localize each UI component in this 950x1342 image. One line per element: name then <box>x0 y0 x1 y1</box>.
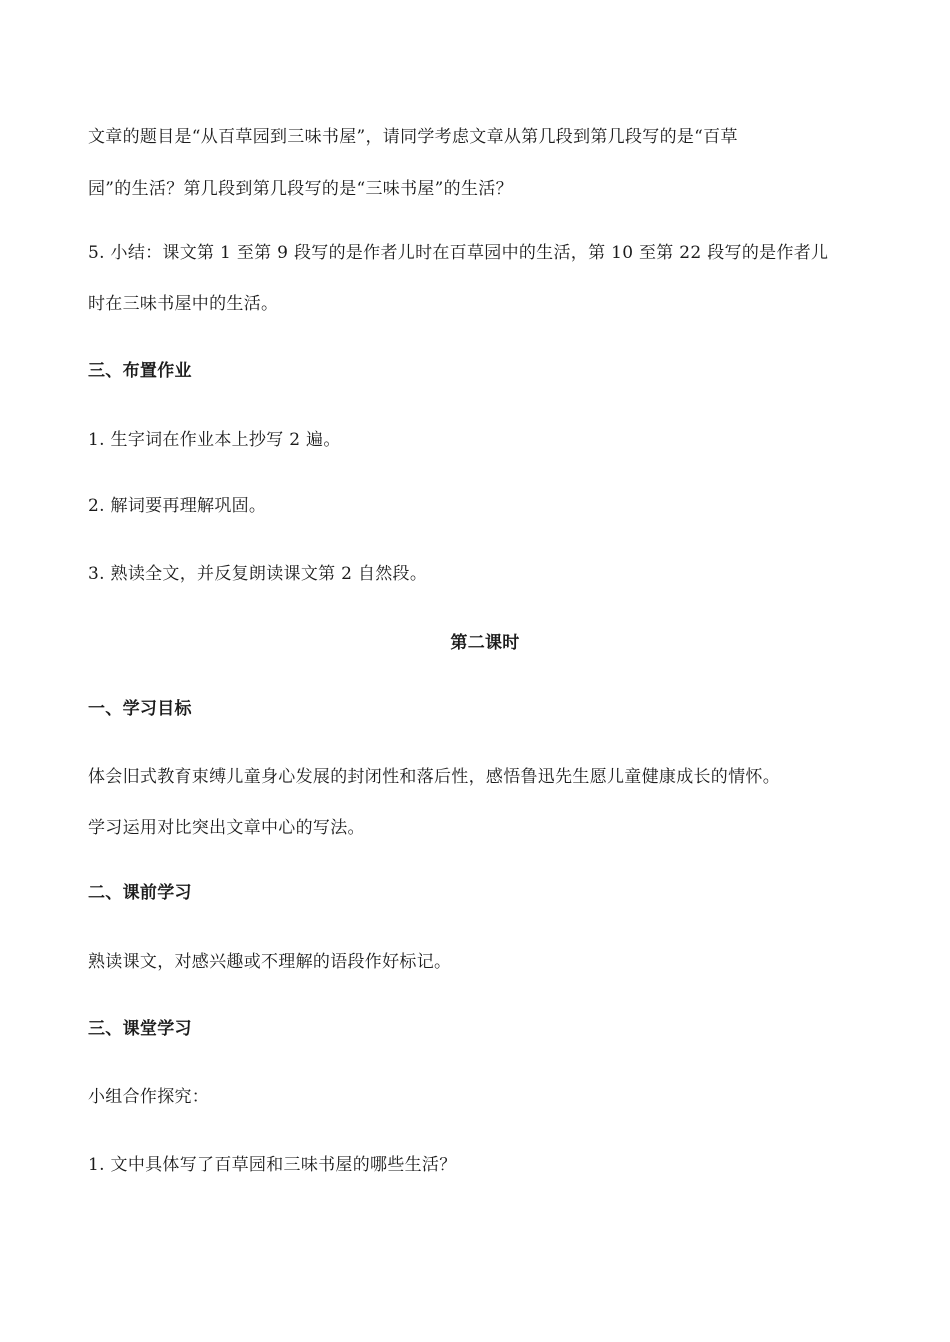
question-1: 1. 文中具体写了百草园和三味书屋的哪些生活？ <box>88 1155 457 1175</box>
paragraph-question-line-2: 园”的生活？第几段到第几段写的是“三味书屋”的生活？ <box>88 179 513 199</box>
lesson-title: 第二课时 <box>450 633 520 653</box>
prestudy-text: 熟读课文，对感兴趣或不理解的语段作好标记。 <box>88 952 452 972</box>
homework-item-2: 2. 解词要再理解巩固。 <box>88 496 267 516</box>
goals-line-1: 体会旧式教育束缚儿童身心发展的封闭性和落后性，感悟鲁迅先生愿儿童健康成长的情怀。 <box>88 767 780 787</box>
group-inquiry-label: 小组合作探究： <box>88 1087 210 1107</box>
section-heading-goals: 一、学习目标 <box>88 699 192 719</box>
goals-line-2: 学习运用对比突出文章中心的写法。 <box>88 818 365 838</box>
section-heading-classroom: 三、课堂学习 <box>88 1019 192 1039</box>
summary-line-1: 5. 小结：课文第 1 至第 9 段写的是作者儿时在百草园中的生活，第 10 至第 22 段写的是作者儿 <box>88 243 829 263</box>
section-heading-prestudy: 二、课前学习 <box>88 883 192 903</box>
summary-line-2: 时在三味书屋中的生活。 <box>88 294 279 314</box>
homework-item-3: 3. 熟读全文，并反复朗读课文第 2 自然段。 <box>88 564 428 584</box>
paragraph-question-line-1: 文章的题目是“从百草园到三味书屋”，请同学考虑文章从第几段到第几段写的是“百草 <box>88 127 738 147</box>
homework-item-1: 1. 生字词在作业本上抄写 2 遍。 <box>88 430 341 450</box>
section-heading-homework: 三、布置作业 <box>88 361 192 381</box>
